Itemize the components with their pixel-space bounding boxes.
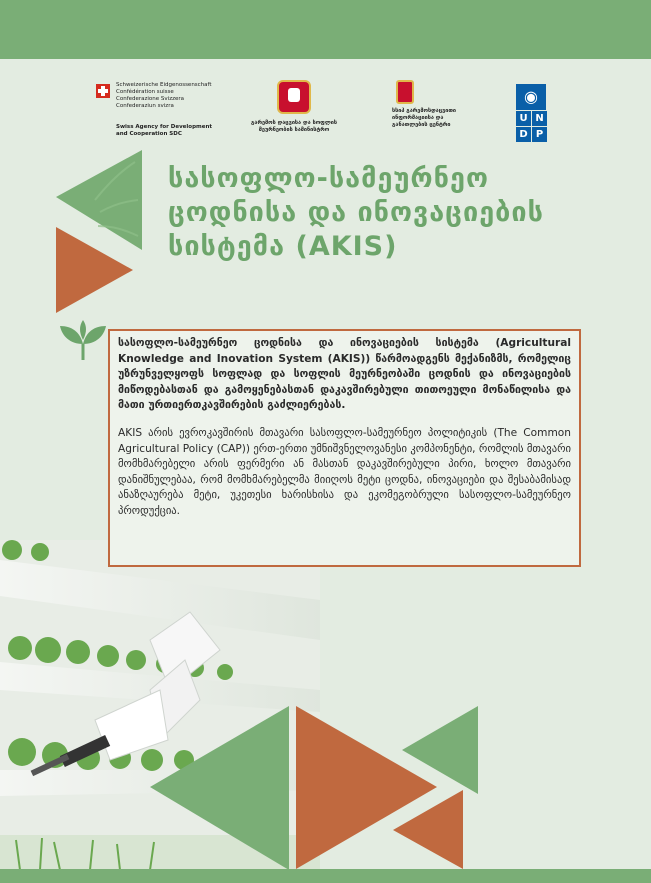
undp-globe-icon: ◉ (516, 84, 546, 110)
undp-letter: U (516, 111, 531, 126)
undp-letter: D (516, 127, 531, 142)
page-title: სასოფლო-სამეურნეო ცოდნისა და ინოვაციების სისტემა (AKIS) (168, 163, 544, 262)
sprout-icon (60, 320, 106, 360)
undp-letter: N (532, 111, 547, 126)
akis-definition: სასოფლო-სამეურნეო ცოდნისა და ინოვაციების სისტემა (Agricultural Knowledge and Inovation System (AKIS)) წარმოადგენს მექანიზმს, რომელიც უზრუნველყოფს სოფლად და სოფლის მეურნეობაში ცოდნის და ინოვაციების მიწოდებასთან და გამოყენებასთან დაკავშირებული თითოეული მონაწილისა და მათი ურთიერთკავშირების გაძლიერებას. (118, 337, 571, 412)
bottom-band (0, 869, 651, 883)
terracotta-triangle-top (56, 227, 133, 313)
swiss-confederation-text: Schweizerische Eidgenossenschaft Confédération suisse Confederazione Svizzera Confederaziun svizra (116, 82, 212, 109)
info-box (108, 329, 581, 567)
sdc-agency-text: Swiss Agency for Development and Cooperation SDC (116, 124, 213, 137)
info-center-caption: სსიპ გარემოსდაცვითი ინფორმაციისა და განათლების ცენტრი (392, 108, 456, 128)
ministry-caption: გარემოს დაცვისა და სოფლის მეურნეობის სამინისტრო (250, 120, 337, 133)
terracotta-triangle-bottom-center (296, 706, 437, 869)
akis-cap-description: AKIS არის ევროკავშირის მთავარი სასოფლო-სამეურნეო პოლიტიკის (The Common Agricultural Policy (CAP)) ერთ-ერთი უმნიშვნელოვანესი კომპონენტი, რომლის მთავარი მომხმარებელი არის ფერმერი ან მასთან დაკავშირებული პირი, ხოლო მთავარი დანიშნულებაა, რომ მომხმარებელმა მიიღოს მეტი ცოდნა, ინოვაციები და შესაბამისად ანაზღაურება მეტი, უკეთესი ხარისხისა და ეკომეგობრული სასოფლო-სამეურნეო პროდუქცია. (118, 426, 571, 517)
undp-letter: P (532, 127, 547, 142)
